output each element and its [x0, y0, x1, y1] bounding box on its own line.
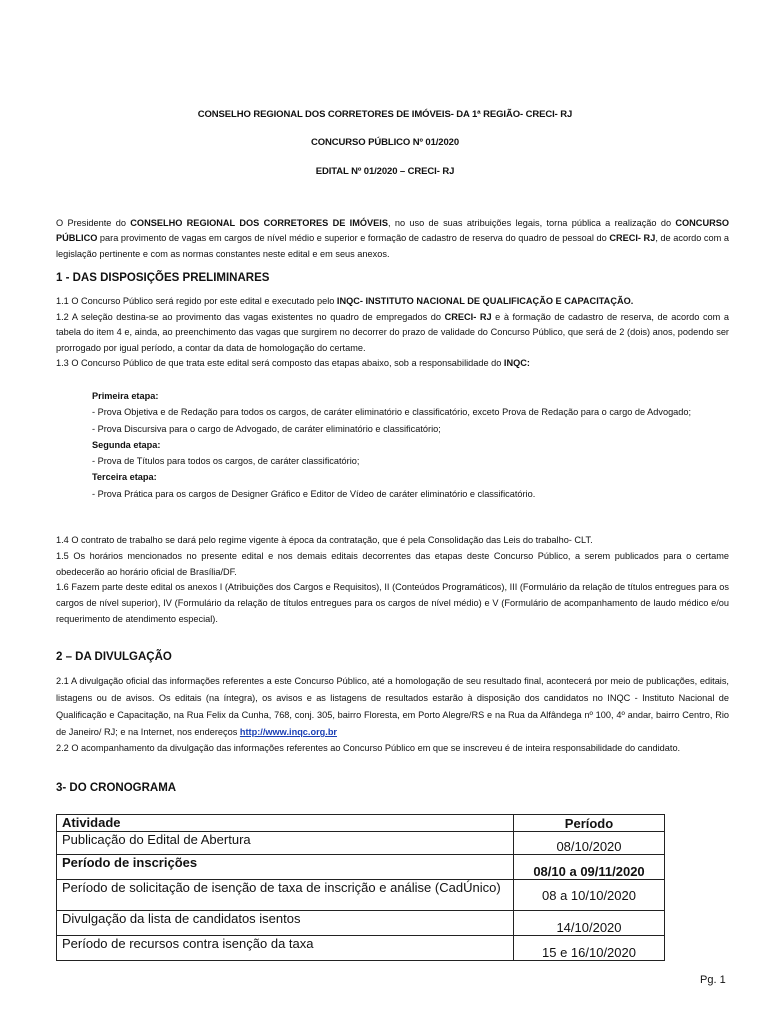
etapa-1-item-b: - Prova Discursiva para o cargo de Advogado, de caráter eliminatório e classificatório; [92, 423, 441, 434]
paragraph-1-1: 1.1 O Concurso Público será regido por este edital e executado pelo INQC- INSTITUTO NACIONAL DE QUALIFICAÇÃO E CAPACITAÇÃO. [56, 296, 634, 306]
paragraph-1-2: 1.2 A seleção destina-se ao provimento das vagas existentes no quadro de empregados do CRECI- RJ e à formação de cadastro de reserva, de acordo com a tabela do item 4 e, ainda, ao preenchimento das vagas que surgirem no decorrer do prazo de validade do Concurso Público, que será de 2 (dois) anos, podendo ser prorrogado por igual período, a contar da data de homologação do certame. [56, 311, 729, 353]
row-periodo: 08/10 a 09/11/2020 [514, 855, 665, 880]
edital-title: EDITAL Nº 01/2020 – CRECI- RJ [315, 166, 455, 177]
row-atividade: Período de inscrições [57, 855, 514, 880]
header-periodo: Período [514, 815, 665, 832]
inqc-link[interactable]: http://www.inqc.org.br [239, 727, 338, 737]
table-row [57, 832, 665, 855]
row-atividade: Divulgação da lista de candidatos isentos [57, 911, 514, 936]
etapa-1-label: Primeira etapa: [92, 391, 159, 401]
etapa-3-item: - Prova Prática para os cargos de Designer Gráfico e Editor de Vídeo de caráter eliminatório e classificatório. [92, 488, 536, 499]
row-atividade: Publicação do Edital de Abertura [57, 832, 514, 855]
page-number: Pg. 1 [700, 974, 726, 986]
section-1-heading: 1 - DAS DISPOSIÇÕES PRELIMINARES [56, 272, 270, 284]
etapa-3-label: Terceira etapa: [92, 472, 157, 483]
section-1-paragraphs [56, 294, 729, 372]
section-3-heading: 3- DO CRONOGRAMA [56, 782, 177, 794]
paragraph-2-1: 2.1 A divulgação oficial das informações referentes a este Concurso Público, até a homologação de seu resultado final, acontecerá por meio de publicações, editais, listagens ou de avisos. Os editais (na íntegra), os avisos e as listagens de resultados estarão à disposição dos candidatos no INQC - Instituto Nacional de Qualificação e Capacitação, na Rua Felix da Cunha, 768, conj. 305, bairro Floresta, em Porto Alegre/RS e na Rua da Alfândega nº 100, 4º andar, bairro Centro, Rio de Janeiro/ RJ; e na Internet, nos endereços http://www.inqc.org.br [56, 676, 729, 737]
header-atividade: Atividade [57, 815, 514, 832]
org-title: CONSELHO REGIONAL DOS CORRETORES DE IMÓVEIS- DA 1ª REGIÃO- CRECI- RJ [197, 109, 573, 120]
table-row [57, 936, 665, 961]
table-row [57, 911, 665, 936]
table-row [57, 855, 665, 880]
etapa-2-label: Segunda etapa: [92, 439, 161, 450]
section-2-heading: 2 – DA DIVULGAÇÃO [56, 651, 172, 663]
paragraph-1-6: 1.6 Fazem parte deste edital os anexos I (Atribuições dos Cargos e Requisitos), II (Conteúdos Programáticos), III (Formulário da relação de títulos entregues para os cargos de nível superior), IV (Formulário da relação de títulos entregues para os cargos de nível médio) e V (Formulário de acompanhamento de laudo médico e/ou requerimento de atendimento especial). [56, 582, 729, 624]
paragraph-1-4: 1.4 O contrato de trabalho se dará pelo regime vigente à época da contratação, que é pela Consolidação das Leis do trabalho- CLT. [56, 535, 593, 545]
row-periodo: 14/10/2020 [514, 911, 665, 936]
row-periodo: 08 a 10/10/2020 [514, 880, 665, 911]
row-atividade: Período de recursos contra isenção da taxa [57, 936, 514, 961]
section-1-paragraphs-cont [56, 533, 729, 628]
paragraph-2-2: 2.2 O acompanhamento da divulgação das informações referentes ao Concurso Público em que se inscreveu é de inteira responsabilidade do candidato. [56, 743, 681, 753]
etapa-2-item: - Prova de Títulos para todos os cargos, de caráter classificatório; [92, 456, 360, 467]
section-2-paragraphs [56, 673, 729, 756]
etapas-list [92, 388, 729, 502]
cronograma-table [56, 814, 665, 961]
paragraph-1-5: 1.5 Os horários mencionados no presente edital e nos demais editais decorrentes das etapas deste Concurso Público, a serem publicados para o certame obedecerão ao horário oficial de Brasília/DF. [56, 550, 729, 577]
row-periodo: 15 e 16/10/2020 [514, 936, 665, 961]
table-header-row [57, 815, 665, 832]
paragraph-1-3: 1.3 O Concurso Público de que trata este edital será composto das etapas abaixo, sob a responsabilidade do INQC: [56, 358, 530, 369]
row-atividade: Período de solicitação de isenção de taxa de inscrição e análise (CadÚnico) [57, 880, 514, 911]
concurso-title: CONCURSO PÚBLICO Nº 01/2020 [310, 137, 460, 148]
etapa-1-item-a: - Prova Objetiva e de Redação para todos os cargos, de caráter eliminatório e classificatório, exceto Prova de Redação para o cargo de Advogado; [92, 407, 692, 418]
row-periodo: 08/10/2020 [514, 832, 665, 855]
intro-paragraph: O Presidente do CONSELHO REGIONAL DOS CORRETORES DE IMÓVEIS, no uso de suas atribuições legais, torna pública a realização do CONCURSO PÚBLICO para provimento de vagas em cargos de nível médio e superior e formação de cadastro de reserva do quadro de pessoal do CRECI- RJ, de acordo com a legislação pertinente e com as normas constantes neste edital e em seus anexos. [56, 218, 729, 259]
table-row [57, 880, 665, 911]
